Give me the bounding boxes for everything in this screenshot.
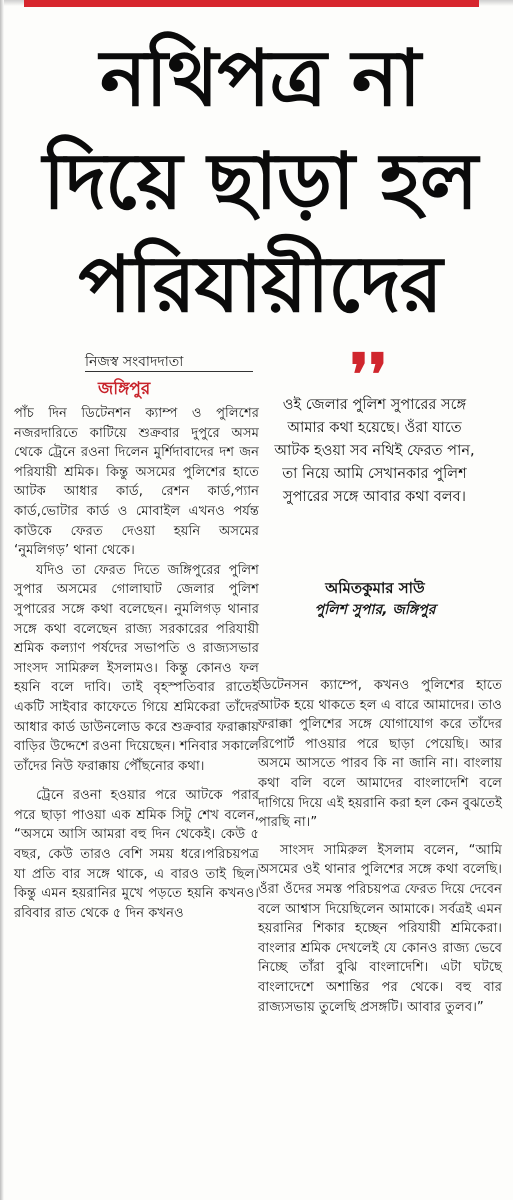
right-column [258, 676, 502, 1017]
headline-line-1: নথিপত্র না [100, 34, 420, 124]
right-paragraph-1: ডিটেনসন ক্যাম্পে, কখনও পুলিশের হাতে আটক হয়ে থাকতে হল এ বারে আমাদের। তাও ফরাক্কা পুলিশের সঙ্গে যোগাযোগ করে তাঁদের রিপোর্ট পাওয়ার পরে ছাড়া পেয়েছি। আর অসমে আসতে পারব কি না জানি না। বাংলায় কথা বলি বলে আমাদের বাংলাদেশি বলে দাগিয়ে দিয়ে এই হয়রানি করা হল কেন বুঝতেই পারছি না।” [258, 678, 502, 831]
left-column [14, 404, 259, 923]
left-paragraph-3: ট্রেনে রওনা হওয়ার পরে আটকে পরার পরে ছাড়া পাওয়া এক শ্রমিক সিটু শেখ বলেন, “অসমে আসি আমরা বহু দিন থেকেই। কেউ ৫ বছর, কেউ তারও বেশি সময় ধরে।পরিচয়পত্র যা প্রতি বার সঙ্গে থাকে, এ বারও তাই ছিল। কিন্তু এমন হয়রানির মুখে পড়তে হয়নি কখনও। রবিবার রাত থেকে ৫ দিন কখনও [14, 788, 259, 921]
pull-quote-role: পুলিশ সুপার, জঙ্গিপুর [314, 602, 436, 618]
left-paragraph-2: যদিও তা ফেরত দিতে জঙ্গিপুরের পুলিশ সুপার অসমের গোলাঘাট জেলার পুলিশ সুপারের সঙ্গে কথা বলেছেন। নুমলিগড় থানার সঙ্গে কথা বলেছেন রাজ্য সরকারের পরিযায়ী শ্রমিক কল্যাণ পর্ষদের সভাপতি ও রাজ্যসভার সাংসদ সামিরুল ইসলামও। কিন্তু কোনও ফল হয়নি বলে দাবি। তাই বৃহস্পতিবার রাতেই একটি সাইবার কাফেতে গিয়ে শ্রমিকেরা তাঁদের আধার কার্ড ডাউনলোড করে শুক্রবার ফরাক্কায় বাড়ির উদ্দেশে রওনা দিয়েছেন। শনিবার সকালে তাঁদের নিউ ফরাক্কায় পৌঁছনোর কথা। [14, 562, 259, 774]
pull-quote: ওই জেলার পুলিশ সুপারের সঙ্গে আমার কথা হয়েছে। ওঁরা যাতে আটক হওয়া সব নথিই ফেরত পান, তা নিয়ে আমি সেখানকার পুলিশ সুপারের সঙ্গে আবার কথা বলব। [274, 396, 475, 505]
dateline: জঙ্গিপুর [98, 379, 151, 399]
byline-rule [85, 371, 253, 372]
headline [30, 28, 490, 337]
quote-mark-icon: ❜❜ [350, 341, 388, 409]
paper-edge-left [0, 0, 4, 1200]
pull-quote-author: অমিতকুমার সাউ [325, 579, 425, 597]
right-paragraph-2: সাংসদ সামিরুল ইসলাম বলেন, “আমি অসমের ওই থানার পুলিশের সঙ্গে কথা বলেছি। ওঁরা ওঁদের সমস্ত পরিচয়পত্র ফেরত দিয়ে দেবেন বলে আশ্বাস দিয়েছিলেন আমাকে। সর্বত্রই এমন হয়রানির শিকার হচ্ছেন পরিযায়ী শ্রমিকেরা। বাংলার শ্রমিক দেখলেই যে কোনও রাজ্য ভেবে নিচ্ছে তাঁরা বুঝি বাংলাদেশি। এটা ঘটছে বাংলাদেশে অশান্তির পর থেকে। বহু বার রাজ্যসভায় তুলেছি প্রসঙ্গটি। আবার তুলব।” [258, 842, 502, 1015]
left-paragraph-1: পাঁচ দিন ডিটেনশন ক্যাম্প ও পুলিশের নজরদারিতে কাটিয়ে শুক্রবার দুপুরে অসম থেকে ট্রেনে রওনা দিলেন মুর্শিদাবাদের দশ জন পরিযায়ী শ্রমিক। কিন্তু অসমের পুলিশের হাতে আটক আধার কার্ড, রেশন কার্ড,প্যান কার্ড,ভোটার কার্ড ও মোবাইল এখনও পর্যন্ত কাউকে ফেরত দেওয়া হয়নি অসমের ‘নুমলিগড়’ থানা থেকে। [14, 406, 259, 559]
headline-line-2: দিয়ে ছাড়া হল [42, 137, 478, 227]
byline: নিজস্ব সংবাদদাতা [85, 354, 184, 370]
headline-line-3: পরিযায়ীদের [78, 240, 442, 330]
red-top-bar [24, 0, 479, 7]
